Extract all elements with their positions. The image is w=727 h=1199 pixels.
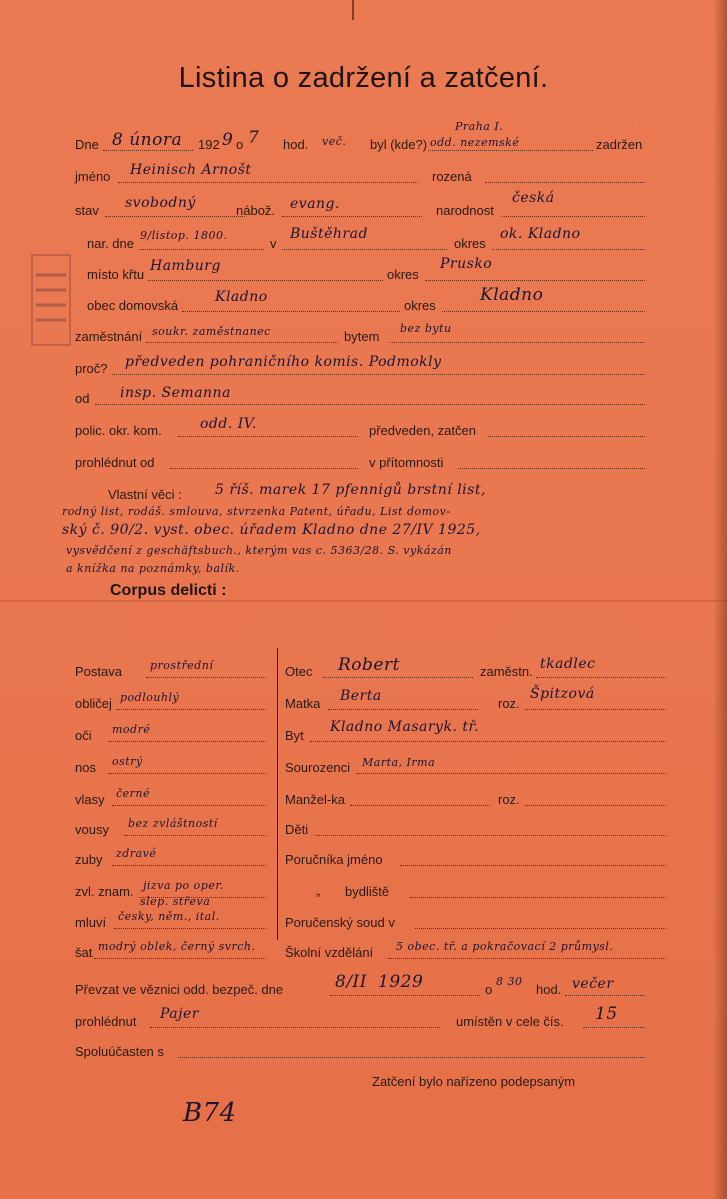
umisten-label: umístěn v cele čís.	[456, 1014, 564, 1029]
jmeno-value: Heinisch Arnošt	[130, 162, 252, 178]
corpus-divider	[277, 648, 278, 940]
corpus-left-value: jizva po oper.	[143, 879, 224, 892]
zam-label: zaměstnání	[75, 329, 143, 344]
zamestn-line	[536, 677, 666, 678]
polic-line	[178, 436, 358, 437]
roz-value: Špitzová	[530, 686, 595, 702]
document-title: Listina o zadržení a zatčení.	[178, 62, 549, 94]
nar-value: 9/listop. 1800.	[140, 229, 228, 242]
dne-line	[103, 150, 193, 151]
umisten-value: 15	[595, 1004, 618, 1024]
nar-line	[139, 249, 264, 250]
byl-value: odd. nezemské	[430, 136, 520, 149]
od-line	[95, 404, 645, 405]
okres1-line	[492, 249, 645, 250]
zamestn-label: zaměstn.	[480, 664, 533, 679]
skolni-value: 5 obec. tř. a pokračovací 2 průmysl.	[396, 940, 614, 953]
corpus-left-label: vlasy	[75, 792, 105, 807]
corpus-left-line	[108, 741, 266, 742]
naboz-line	[282, 216, 422, 217]
skolni-label: Školní vzdělání	[285, 945, 374, 960]
corpus-left-label: mluví	[75, 915, 107, 930]
corpus-left-value: bez zvláštností	[128, 817, 218, 830]
zamestn-value: tkadlec	[540, 656, 596, 672]
v-label: v	[270, 236, 277, 251]
jmeno-line	[118, 182, 418, 183]
otec-line	[323, 677, 473, 678]
corpus-left-value: ostrý	[112, 755, 143, 768]
paper-crease	[352, 0, 354, 20]
corpus-left-label: šat	[75, 945, 93, 960]
spoluucasten-label: Spoluúčasten s	[75, 1044, 164, 1059]
okres1-value: ok. Kladno	[500, 226, 581, 242]
corpus-left-line	[124, 835, 266, 836]
sourozenci-label: Sourozenci	[285, 760, 351, 775]
naboz-label: nábož.	[236, 203, 276, 218]
bydliste-line	[410, 897, 666, 898]
prevzat-date: 8/II	[335, 972, 367, 992]
prevzat-label: Převzat ve věznici odd. bezpeč. dne	[75, 982, 284, 997]
prohlednut-value: Pajer	[160, 1006, 199, 1022]
corpus-left-label: zvl. znam.	[75, 884, 134, 899]
stav-line	[105, 216, 245, 217]
stamp-icon	[2, 245, 72, 355]
byl-label: byl (kde?)	[370, 137, 428, 152]
obec-line	[182, 311, 400, 312]
rozena-line	[485, 182, 645, 183]
roz-line	[525, 709, 666, 710]
prevzat-line	[330, 995, 480, 996]
matka-value: Berta	[340, 688, 382, 704]
skolni-line	[388, 958, 666, 959]
soud-label: Poručenský soud v	[285, 915, 395, 930]
bytem-line	[390, 342, 645, 343]
byt-line	[310, 741, 666, 742]
corpus-left-line	[146, 677, 266, 678]
okres3-value: Kladno	[480, 285, 544, 305]
pritomnosti-line	[458, 468, 645, 469]
v-line	[282, 249, 447, 250]
paper-fold	[0, 600, 727, 602]
footer-hod-label: hod.	[536, 982, 562, 997]
footer-hour-value: 8 30	[496, 975, 523, 988]
deti-line	[315, 835, 666, 836]
spoluucasten-line	[178, 1057, 645, 1058]
dne-value: 8 února	[112, 130, 183, 150]
corpus-left-value: modré	[112, 723, 151, 736]
footer-o-label: o	[485, 982, 493, 997]
soud-line	[415, 928, 666, 929]
corpus-left-label: oči	[75, 728, 92, 743]
jmeno-label: jméno	[75, 169, 111, 184]
corpus-left-line	[112, 805, 266, 806]
o-label: o	[236, 137, 244, 152]
footer-hod-value: večer	[572, 976, 614, 992]
narodnost-line	[502, 216, 645, 217]
zatceni-label: Zatčení bylo nařízeno podepsaným	[372, 1074, 576, 1089]
dne-label: Dne	[75, 137, 99, 152]
narodnost-label: narodnost	[436, 203, 494, 218]
okres2-value: Prusko	[440, 256, 493, 272]
deti-label: Děti	[285, 822, 309, 837]
predveden-line	[488, 436, 645, 437]
sourozenci-line	[356, 773, 666, 774]
stav-label: stav	[75, 203, 99, 218]
vlastni-line-3: ský č. 90/2. vyst. obec. úřadem Kladno dne 27/IV 1925,	[62, 522, 481, 538]
vlastni-line-2: rodný list, rodáš. smlouva, stvrzenka Patent, úřadu, List domov-	[62, 505, 451, 518]
vlastni-label: Vlastní věci :	[108, 487, 182, 502]
matka-label: Matka	[285, 696, 321, 711]
hour-value: 7	[248, 128, 260, 148]
prohlednut-od-line	[170, 468, 358, 469]
bytem-label: bytem	[344, 329, 380, 344]
od-label: od	[75, 391, 90, 406]
misto-line	[148, 280, 383, 281]
prohlednut-label: prohlédnut	[75, 1014, 137, 1029]
year-label: 192	[198, 137, 220, 152]
rozena-label: rozená	[432, 169, 472, 184]
corpus-left-line	[114, 928, 266, 929]
naboz-value: evang.	[290, 196, 340, 212]
corpus-left-line	[116, 709, 266, 710]
byt-value: Kladno Masaryk. tř.	[330, 719, 480, 735]
prohlednut-line	[150, 1027, 440, 1028]
sourozenci-value: Marta, Irma	[362, 756, 436, 769]
manzel-label: Manžel-ka	[285, 792, 345, 807]
misto-value: Hamburg	[150, 258, 221, 274]
narodnost-value: česká	[512, 190, 555, 206]
umisten-line	[583, 1027, 645, 1028]
byl-line	[428, 150, 593, 151]
corpus-left-label: zuby	[75, 852, 103, 867]
zam-value: soukr. zaměstnanec	[152, 325, 271, 338]
otec-value: Robert	[338, 655, 400, 675]
vlastni-line-4: vysvědčení z geschäftsbuch., kterým vas c. 5363/28. S. vykázán	[66, 544, 452, 557]
corpus-left-value: prostřední	[150, 659, 214, 672]
okres1-label: okres	[454, 236, 486, 251]
corpus-delicti-title: Corpus delicti :	[110, 582, 227, 599]
corpus-left-line	[94, 958, 266, 959]
bydliste-label: bydliště	[345, 884, 390, 899]
bytem-value: bez bytu	[400, 322, 452, 335]
polic-value: odd. IV.	[200, 416, 257, 432]
obec-label: obec domovská	[87, 298, 179, 313]
zadrzen-label: zadržen	[596, 137, 643, 152]
proc-line	[112, 374, 645, 375]
prevzat-year: 1929	[378, 972, 424, 992]
polic-label: polic. okr. kom.	[75, 423, 162, 438]
byl-value-top: Praha I.	[455, 120, 504, 133]
vlastni-line-5: a knížka na poznámky, balík.	[66, 562, 240, 575]
roz2-line	[525, 805, 666, 806]
corpus-left-value: modrý oblek, černý svrch.	[98, 940, 256, 953]
roz2-label: roz.	[498, 792, 520, 807]
footer-hod-line	[565, 995, 645, 996]
zvl-extra-value: slep. střeva	[140, 895, 211, 908]
matka-line	[328, 709, 478, 710]
corpus-left-label: obličej	[75, 696, 112, 711]
pritomnosti-label: v přítomnosti	[369, 455, 444, 470]
roz-label: roz.	[498, 696, 520, 711]
okres2-line	[425, 280, 645, 281]
signature-mark: B74	[183, 1098, 237, 1128]
porucnik-line	[400, 865, 666, 866]
faded-stamp-graphic	[2, 245, 72, 355]
byt-label: Byt	[285, 728, 304, 743]
nar-label: nar. dne	[87, 236, 134, 251]
manzel-line	[350, 805, 490, 806]
bydliste-quote: „	[316, 883, 321, 898]
hod-value: več.	[322, 135, 347, 148]
obec-value: Kladno	[215, 289, 268, 305]
corpus-left-value: česky, něm., ital.	[118, 910, 220, 923]
corpus-left-value: podlouhlý	[120, 691, 180, 704]
zam-line	[146, 342, 338, 343]
okres3-line	[442, 311, 645, 312]
corpus-left-line	[112, 865, 266, 866]
vlastni-line-1: 5 říš. marek 17 pfennigů brstní list,	[215, 482, 486, 498]
proc-label: proč?	[75, 361, 108, 376]
proc-value: předveden pohraničního komis. Podmokly	[125, 354, 442, 370]
corpus-left-value: černé	[116, 787, 151, 800]
hod-label: hod.	[283, 137, 309, 152]
corpus-left-value: zdravé	[116, 847, 157, 860]
v-value: Buštěhrad	[290, 226, 368, 242]
od-value: insp. Semanna	[120, 385, 231, 401]
porucnik-label: Poručníka jméno	[285, 852, 383, 867]
corpus-left-label: Postava	[75, 664, 122, 679]
okres3-label: okres	[404, 298, 436, 313]
corpus-left-line	[108, 773, 266, 774]
misto-label: místo křtu	[87, 267, 145, 282]
year-value: 9	[222, 130, 234, 150]
okres2-label: okres	[387, 267, 419, 282]
predveden-label: předveden, zatčen	[369, 423, 476, 438]
corpus-left-label: nos	[75, 760, 96, 775]
otec-label: Otec	[285, 664, 313, 679]
stav-value: svobodný	[125, 195, 196, 211]
corpus-left-label: vousy	[75, 822, 109, 837]
prohlednut-od-label: prohlédnut od	[75, 455, 155, 470]
